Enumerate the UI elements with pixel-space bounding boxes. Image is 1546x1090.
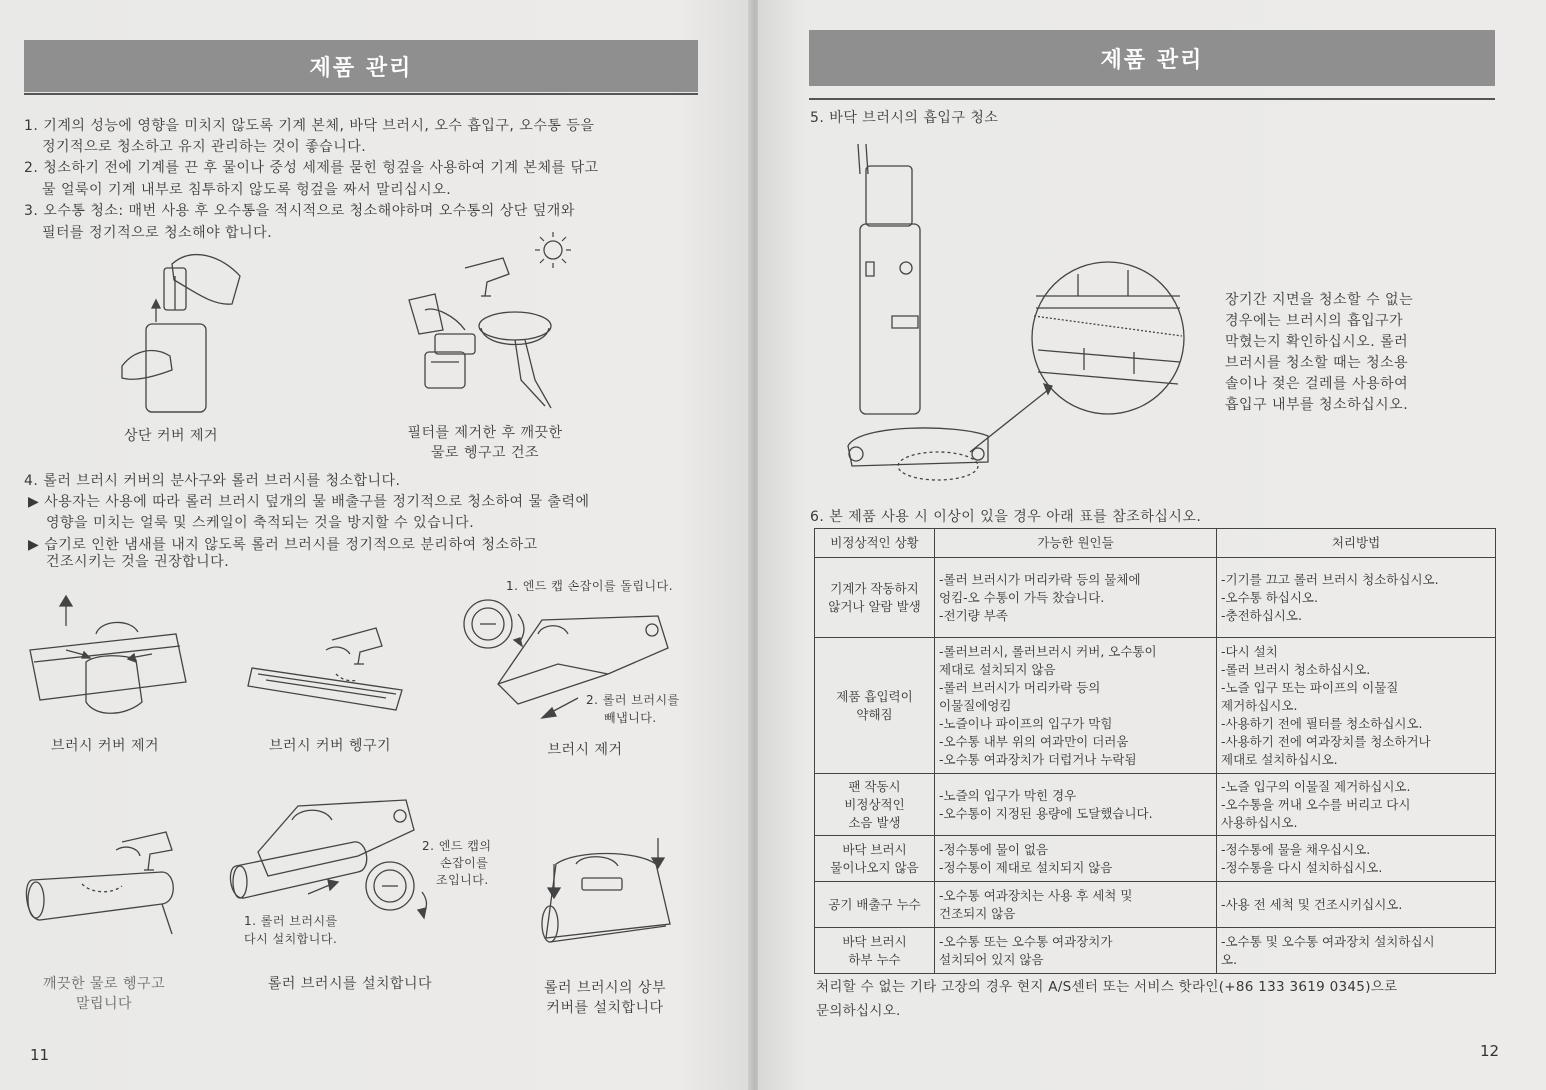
item-2-line-2: 물 얼룩이 기계 내부로 침투하지 않도록 헝겊을 짜서 말리십시오. [42,182,452,198]
solutions-cell: -정수통에 물을 채우십시오. -정수통을 다시 설치하십시오. [1217,836,1496,882]
top-cover-removal-illustration [112,246,252,422]
table-row [815,928,1496,974]
right-page [758,0,1546,1090]
table-header-row [815,529,1496,558]
solutions-cell: -노즐 입구의 이물질 제거하십시오. -오수통을 꺼내 오수를 버리고 다시 사용하십시오. [1217,774,1496,836]
item-4-bullet-2-line-1: ▶ 습기로 인한 냄새를 내지 않도록 롤러 브러시를 정기적으로 분리하여 청소하고 [28,537,538,553]
caption-filter-rinse-line-1: 필터를 제거한 후 깨끗한 [407,425,563,441]
item-1-line-2: 정기적으로 청소하고 유지 관리하는 것이 좋습니다. [42,139,367,155]
caption-brush-cover-removal: 브러시 커버 제거 [50,738,160,754]
header-situation: 비정상적인 상황 [815,529,935,558]
solutions-cell: -사용 전 세척 및 건조시키십시오. [1217,882,1496,928]
suction-note-line-5: 솔이나 젖은 걸레를 사용하여 [1225,376,1409,392]
suction-inlet-illustration [838,140,1218,486]
item-3-line-2: 필터를 정기적으로 청소해야 합니다. [42,225,273,241]
caption-roller-rinse-line-1: 깨끗한 물로 헹구고 [42,976,166,992]
header-solutions: 처리방법 [1217,529,1496,558]
item-1-line-1: 1. 기계의 성능에 영향을 미치지 않도록 기계 본체, 바닥 브러시, 오수 흡입구, 오수통 등을 [24,118,595,134]
brush-cover-removal-illustration [26,592,190,730]
step-reinstall-roller-line-1: 1. 롤러 브러시를 [244,914,338,928]
upper-cover-install-illustration [526,834,678,966]
item-4-bullet-2-line-2: 건조시키는 것을 권장합니다. [46,554,230,570]
header-rule [24,93,698,95]
table-row [815,882,1496,928]
page-number-right: 12 [1480,1042,1500,1060]
step-end-cap-turn: 1. 엔드 캡 손잡이를 돌립니다. [506,579,674,593]
suction-note-line-1: 장기간 지면을 청소할 수 없는 [1225,292,1414,308]
table-row [815,836,1496,882]
solutions-cell: -기기를 끄고 롤러 브러시 청소하십시오. -오수통 하십시오. -충전하십시오. [1217,558,1496,638]
caption-roller-rinse-line-2: 말립니다 [75,996,133,1012]
caption-roller-install: 롤러 브러시를 설치합니다 [267,976,433,992]
item-4-bullet-1-line-1: ▶ 사용자는 사용에 따라 롤러 브러시 덮개의 물 배출구를 정기적으로 청소하여 물 출력에 [28,494,590,510]
solutions-cell: -다시 설치 -롤러 브러시 청소하십시오. -노즐 입구 또는 파이프의 이물질 제거하십시오. -사용하기 전에 필터를 청소하십시오. -사용하기 전에 여과장치를 청소하거나 제대로 설치하십시오. [1217,638,1496,774]
item-4-bullet-1-line-2: 영향을 미치는 얼룩 및 스케일이 축적되는 것을 방지할 수 있습니다. [46,515,475,531]
causes-cell: -오수통 또는 오수통 여과장치가 설치되어 있지 않음 [935,928,1217,974]
solutions-cell: -오수통 및 오수통 여과장치 설치하십시 오. [1217,928,1496,974]
suction-note-line-6: 흡입구 내부를 청소하십시오. [1225,397,1409,413]
causes-cell: -오수통 여과장치는 사용 후 세척 및 건조되지 않음 [935,882,1217,928]
step-tighten-cap-line-1: 2. 엔드 캡의 [422,839,492,853]
situation-cell: 바닥 브러시 하부 누수 [815,928,935,974]
item-3-line-1: 3. 오수통 청소: 매번 사용 후 오수통을 적시적으로 청소해야하며 오수통의 상단 덮개와 [24,203,575,219]
suction-note-line-4: 브러시를 청소할 때는 청소용 [1225,355,1409,371]
step-pull-roller-line-1: 2. 롤러 브러시를 [586,693,680,707]
item-2-line-1: 2. 청소하기 전에 기계를 끈 후 물이나 중성 세제를 묻힌 헝겊을 사용하여 기계 본체를 닦고 [24,160,599,176]
caption-filter-rinse-line-2: 물로 헹구고 건조 [430,445,540,461]
footer-line-1: 처리할 수 없는 기타 고장의 경우 현지 A/S센터 또는 서비스 핫라인(+86 133 3619 0345)으로 [816,979,1398,995]
page-number-left: 11 [30,1046,50,1064]
footer-line-2: 문의하십시오. [816,1003,901,1019]
filter-rinse-illustration [395,230,585,420]
causes-cell: -노즐의 입구가 막힌 경우 -오수통이 지정된 용량에 도달했습니다. [935,774,1217,836]
right-page-header: 제품 관리 [809,30,1495,86]
left-page [0,0,752,1090]
table-row [815,558,1496,638]
caption-top-cover-removal: 상단 커버 제거 [123,428,219,444]
step-tighten-cap-line-3: 조입니다. [436,873,489,887]
roller-rinse-illustration [22,824,182,936]
step-tighten-cap-line-2: 손잡이를 [440,856,489,870]
situation-cell: 기계가 작동하지 않거나 알람 발생 [815,558,935,638]
suction-note-line-2: 경우에는 브러시의 흡입구가 [1225,313,1404,329]
left-page-header: 제품 관리 [24,40,698,92]
caption-brush-removal: 브러시 제거 [547,742,623,758]
caption-upper-cover-install-line-1: 롤러 브러시의 상부 [543,980,667,996]
table-row [815,774,1496,836]
situation-cell: 공기 배출구 누수 [815,882,935,928]
suction-note-line-3: 막혔는지 확인하십시오. 롤러 [1225,334,1409,350]
step-reinstall-roller-line-2: 다시 설치합니다. [244,932,338,946]
caption-upper-cover-install-line-2: 커버를 설치합니다 [546,1000,664,1016]
header-causes: 가능한 원인들 [935,529,1217,558]
item-4-title: 4. 롤러 브러시 커버의 분사구와 롤러 브러시를 청소합니다. [24,473,401,489]
end-cap-tighten-illustration [358,856,438,920]
troubleshooting-table [814,528,1496,974]
situation-cell: 바닥 브러시 물이나오지 않음 [815,836,935,882]
caption-brush-cover-rinse: 브러시 커버 헹구기 [268,738,392,754]
brush-cover-rinse-illustration [246,614,410,724]
header-rule [809,98,1495,100]
item-6-title: 6. 본 제품 사용 시 이상이 있을 경우 아래 표를 참조하십시오. [810,509,1202,525]
causes-cell: -롤러브러시, 롤러브러시 커버, 오수통이 제대로 설치되지 않음 -롤러 브러시가 머리카락 등의 이물질에엉킴 -노즐이나 파이프의 입구가 막힘 -오수통 내부 위의 여과만이 더러움 -오수통 여과장치가 더럽거나 누락됨 [935,638,1217,774]
step-pull-roller-line-2: 빼냅니다. [604,711,657,725]
table-row [815,638,1496,774]
situation-cell: 제품 흡입력이 약해짐 [815,638,935,774]
causes-cell: -정수통에 물이 없음 -정수통이 제대로 설치되지 않음 [935,836,1217,882]
causes-cell: -롤러 브러시가 머리카락 등의 물체에 엉킴-오 수통이 가득 찼습니다. -전기량 부족 [935,558,1217,638]
situation-cell: 팬 작동시 비정상적인 소음 발생 [815,774,935,836]
item-5-title: 5. 바닥 브러시의 흡입구 청소 [810,110,999,126]
